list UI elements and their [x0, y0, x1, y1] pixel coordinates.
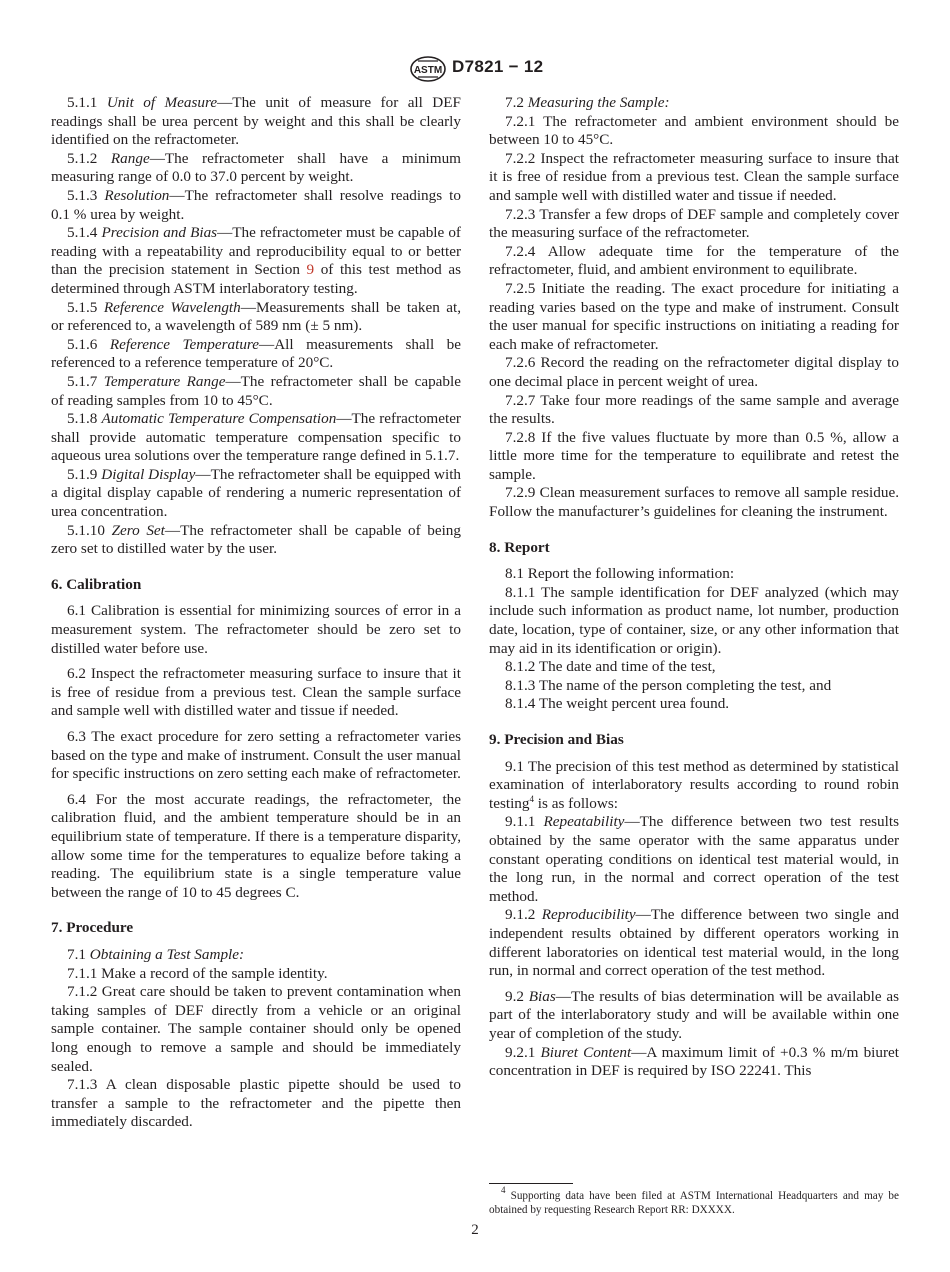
document-designation: D7821 − 12 [452, 57, 544, 76]
section-7-1-3: 7.1.3 A clean disposable plastic pipette should be used to transfer a sample to the refractometer and the pipette then immediately discarded. [51, 1076, 461, 1131]
section-5-1-7: 5.1.7 Temperature Range—The refractometer shall be capable of reading samples from 10 to 45°C. [51, 372, 461, 409]
heading-procedure: 7. Procedure [51, 919, 134, 937]
section-7-2-6: 7.2.6 Record the reading on the refractometer digital display to one decimal place in percent weight of urea. [489, 354, 899, 390]
section-7-1-2: 7.1.2 Great care should be taken to prevent contamination when taking samples of DEF directly from a vehicle or an original sample container. The sample container should only be opened long enough to remove a sample and should be immediately sealed. [51, 983, 461, 1075]
section-9-link[interactable]: 9 [306, 261, 315, 279]
footnote-rule [489, 1183, 573, 1184]
section-7-2-1: 7.2.1 The refractometer and ambient environment should be between 10 to 45°C. [489, 112, 899, 149]
section-7-1-1: 7.1.1 Make a record of the sample identity. [67, 964, 328, 982]
left-column [51, 94, 461, 1132]
section-9-1: 9.1 The precision of this test method as determined by statistical examination of interlaboratory results according to round robin testing$^4$ is as follows: [489, 757, 899, 812]
footnote: $^4$ Supporting data have been filed at ASTM International Headquarters and may be obtained by requesting Research Report RR: DXXXX. [489, 1185, 899, 1216]
section-7-2-4: 7.2.4 Allow adequate time for the temperature of the refractometer, fluid, and ambient environment to equilibrate. [489, 242, 899, 279]
page-header [0, 56, 950, 84]
section-6-1: 6.1 Calibration is essential for minimizing sources of error in a measurement system. The refractometer should be zero set to distilled water before use. [51, 602, 461, 657]
section-7-2-3: 7.2.3 Transfer a few drops of DEF sample and completely cover the measuring surface of the refractometer. [489, 205, 899, 242]
section-9-1-1: 9.1.1 Repeatability—The difference between two test results obtained by the same operator with the same apparatus under constant operating conditions on identical test material would, in the long run, in the normal and correct operation of the test method. [489, 813, 899, 905]
logo-text: ASTM [413, 65, 443, 76]
section-7-2-2: 7.2.2 Inspect the refractometer measuring surface to insure that it is free of residue from a previous test. Clean the sample surface and sample well with distilled water and tissue if needed. [489, 149, 899, 204]
section-5-1-3: 5.1.3 Resolution—The refractometer shall resolve readings to 0.1 % urea by weight. [51, 186, 461, 223]
section-5-1-2: 5.1.2 Range—The refractometer shall have a minimum measuring range of 0.0 to 37.0 percent by weight. [51, 149, 461, 186]
section-6-2: 6.2 Inspect the refractometer measuring surface to insure that it is free of residue from a previous test. Clean the sample surface and sample well with distilled water and tissue if needed. [51, 665, 461, 720]
section-8-1-2: 8.1.2 The date and time of the test, [505, 658, 716, 676]
section-7-2-8: 7.2.8 If the five values fluctuate by more than 0.5 %, allow a little more time for the temperature to equilibrate and retest the sample. [489, 428, 899, 483]
astm-logo-icon [409, 56, 447, 82]
heading-precision-and-bias: 9. Precision and Bias [489, 731, 624, 748]
section-7-2-7: 7.2.7 Take four more readings of the same sample and average the results. [489, 391, 899, 428]
section-9-2: 9.2 Bias—The results of bias determination will be available as part of the interlaboratory study and will be available within one year of completion of the study. [489, 987, 900, 1042]
section-7-1: 7.1 Obtaining a Test Sample: [67, 945, 245, 963]
section-8-1-1: 8.1.1 The sample identification for DEF analyzed (which may include such information as product name, lot number, production date, location, type of container, size, or any other information that may aid in its identification or origin). [489, 583, 899, 657]
section-5-1-6: 5.1.6 Reference Temperature—All measurements shall be referenced to a reference temperature of 20°C. [51, 335, 461, 372]
section-5-1-9: 5.1.9 Digital Display—The refractometer shall be equipped with a digital display capable of rendering a numeric representation of urea concentration. [51, 465, 462, 521]
section-7-2-5: 7.2.5 Initiate the reading. The exact procedure for initiating a reading varies based on the type and make of instrument. Consult the user manual for specific instructions on initiating a reading for each make of refractometer. [489, 279, 899, 353]
footnote-ref: 4 [529, 793, 534, 804]
footnote-mark: 4 [501, 1185, 506, 1195]
section-8-1-3: 8.1.3 The name of the person completing the test, and [505, 676, 832, 694]
section-6-4: 6.4 For the most accurate readings, the refractometer, the calibration fluid, and the ambient temperature should be in an equilibrium state of temperature. If there is a temperature disparity, allow some time for the temperatures to equalize before taking a reading. The equilibrium state is a single temperature value between the range of 10 to 45 degrees C. [51, 790, 461, 901]
section-8-1: 8.1 Report the following information: [505, 565, 735, 583]
section-5-1-5: 5.1.5 Reference Wavelength—Measurements shall be taken at, or referenced to, a wavelength of 589 nm (± 5 nm). [51, 298, 462, 335]
section-7-2-9: 7.2.9 Clean measurement surfaces to remove all sample residue. Follow the manufacturer’s guidelines for cleaning the instrument. [489, 484, 899, 521]
right-column [489, 94, 899, 1081]
section-5-1-4: 5.1.4 Precision and Bias—The refractometer must be capable of reading with a repeatability and reproducibility equal to or better than the precision statement in Section 9 of this test method as determined through ASTM interlaboratory testing. [51, 224, 461, 297]
page-number: 2 [471, 1222, 479, 1238]
section-5-1-10: 5.1.10 Zero Set—The refractometer shall be capable of being zero set to distilled water by the user. [51, 521, 461, 558]
section-9-2-1: 9.2.1 Biuret Content—A maximum limit of +0.3 % m/m biuret concentration in DEF is required by ISO 22241. This [489, 1043, 899, 1080]
heading-report: 8. Report [489, 538, 550, 556]
section-6-3: 6.3 The exact procedure for zero setting a refractometer varies based on the type and make of instrument. Consult the user manual for specific instructions on zero setting each make of refractometer. [51, 728, 461, 783]
heading-calibration: 6. Calibration [51, 575, 142, 593]
section-7-2: 7.2 Measuring the Sample: [505, 94, 670, 111]
section-9-1-2: 9.1.2 Reproducibility—The difference between two single and independent results obtained by different operators working in different laboratories on identical test material would, in the long run, in normal and correct operation of the test method. [489, 906, 899, 980]
section-5-1-1: 5.1.1 Unit of Measure—The unit of measure for all DEF readings shall be urea percent by weight and this shall be clearly identified on the refractometer. [51, 94, 462, 149]
section-8-1-4: 8.1.4 The weight percent urea found. [505, 695, 730, 713]
section-5-1-8: 5.1.8 Automatic Temperature Compensation—The refractometer shall provide automatic temperature compensation specific to aqueous urea solutions over the temperature range defined in 5.1.7. [51, 410, 461, 465]
